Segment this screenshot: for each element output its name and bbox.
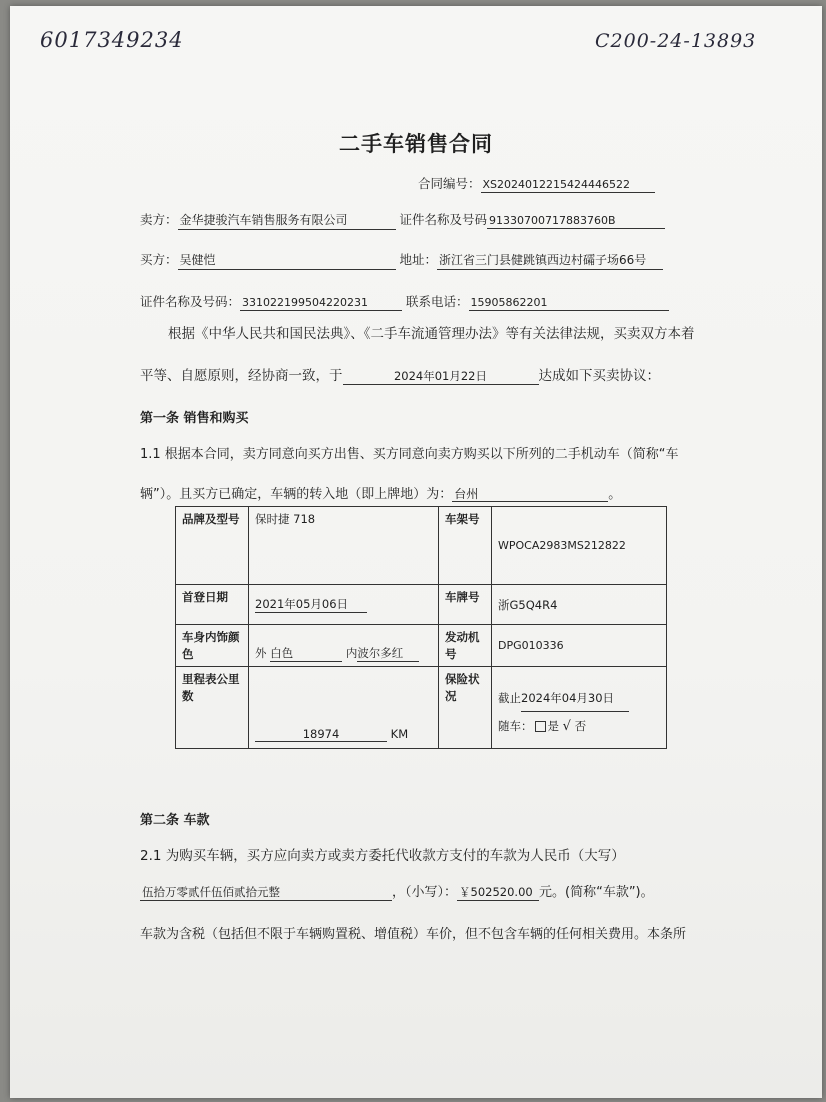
handwritten-number-right: C200-24-13893 — [595, 30, 757, 52]
handwritten-number-left: 6017349234 — [40, 28, 184, 52]
first-registration-label: 首登日期 — [176, 585, 249, 625]
insurance-label: 保险状况 — [439, 667, 492, 749]
insurance-expiry: 2024年04月30日 — [521, 685, 629, 712]
mileage-label: 里程表公里数 — [176, 667, 249, 749]
buyer-id-label: 证件名称及号码： — [140, 294, 241, 309]
checkbox-icon — [535, 721, 546, 732]
exterior-prefix: 外 — [255, 646, 267, 661]
buyer-row — [140, 250, 663, 270]
brand-label: 品牌及型号 — [176, 507, 249, 585]
with-car-label: 随车： — [498, 719, 533, 734]
document-title: 二手车销售合同 — [339, 132, 493, 156]
price-number: ￥502520.00 — [457, 887, 539, 901]
plate-label: 车牌号 — [439, 585, 492, 625]
mileage-unit: KM — [390, 727, 409, 742]
interior-color: 波尔多红 — [357, 645, 419, 662]
seller-row — [140, 210, 665, 230]
price-end: 元。(简称“车款”)。 — [539, 885, 654, 900]
registration-place: 台州 — [452, 488, 608, 502]
seller-id-label: 证件名称及号码 — [399, 212, 488, 227]
clause-2-1-line1: 2.1 为购买车辆，买方应向卖方或卖方委托代收款方支付的车款为人民币（大写） — [140, 848, 625, 864]
no-label: 否 — [574, 719, 587, 734]
first-registration-value: 2021年05月06日 — [255, 596, 367, 613]
contract-number-value: XS2024012215424446522 — [481, 178, 655, 193]
brand-value: 保时捷 718 — [249, 507, 439, 585]
clause-1-1-line2 — [140, 488, 700, 502]
contract-number-label: 合同编号： — [418, 176, 481, 191]
clause-2-1-line2 — [140, 886, 700, 901]
seller-id-value: 91330700717883760B — [487, 214, 665, 229]
buyer-phone-value: 15905862201 — [469, 296, 669, 311]
exterior-color: 白色 — [270, 645, 342, 662]
section-2-heading: 第二条 车款 — [140, 813, 210, 828]
mileage-value: 18974 — [255, 727, 387, 742]
agreement-date: 2024年01月22日 — [343, 371, 539, 385]
clause-1-1-line1: 1.1 根据本合同，卖方同意向买方出售、买方同意向卖方购买以下所列的二手机动车（简称“车 — [140, 447, 679, 462]
interior-prefix: 内 — [345, 646, 358, 661]
checkmark-icon: √ — [562, 719, 571, 735]
seller-name: 金华捷骏汽车销售服务有限公司 — [178, 211, 396, 230]
yes-label: 是 — [547, 719, 559, 734]
plate-value: 浙G5Q4R4 — [492, 585, 667, 625]
buyer-id-row — [140, 292, 669, 311]
buyer-id-value: 331022199504220231 — [240, 296, 402, 311]
clause-1-1-end: 。 — [608, 487, 622, 502]
vin-label: 车架号 — [439, 507, 492, 585]
buyer-address-value: 浙江省三门县健跳镇西边村礵子场66号 — [437, 251, 663, 270]
intro-text-a: 平等、自愿原则，经协商一致，于 — [140, 368, 343, 384]
color-label: 车身内饰颜色 — [176, 625, 249, 667]
contract-number-row — [418, 174, 655, 193]
buyer-name: 吴健恺 — [178, 251, 396, 270]
insurance-prefix: 截止 — [498, 691, 521, 706]
seller-label: 卖方： — [140, 212, 178, 227]
clause-1-1-text: 辆”）。且买方已确定，车辆的转入地（即上牌地）为： — [140, 487, 453, 502]
intro-paragraph-line1: 根据《中华人民共和国民法典》、《二手车流通管理办法》等有关法律法规，买卖双方本着 — [168, 326, 695, 342]
intro-text-b: 达成如下买卖协议： — [538, 368, 660, 384]
price-small-label: ，（小写）： — [392, 885, 458, 900]
vehicle-info-table — [175, 506, 667, 749]
section-1-heading: 第一条 销售和购买 — [140, 411, 249, 426]
engine-value: DPG010336 — [492, 625, 667, 667]
clause-tax-line: 车款为含税（包括但不限于车辆购置税、增值税）车价，但不包含车辆的任何相关费用。本条所 — [140, 927, 687, 942]
contract-page — [10, 6, 822, 1098]
buyer-label: 买方： — [140, 252, 178, 267]
vin-value: WPOCA2983MS212822 — [492, 507, 667, 585]
engine-label: 发动机号 — [439, 625, 492, 667]
price-in-words: 伍拾万零贰仟伍佰贰拾元整 — [140, 887, 392, 901]
intro-paragraph-line2 — [140, 370, 700, 385]
buyer-phone-label: 联系电话： — [406, 294, 469, 309]
buyer-address-label: 地址： — [399, 252, 438, 267]
